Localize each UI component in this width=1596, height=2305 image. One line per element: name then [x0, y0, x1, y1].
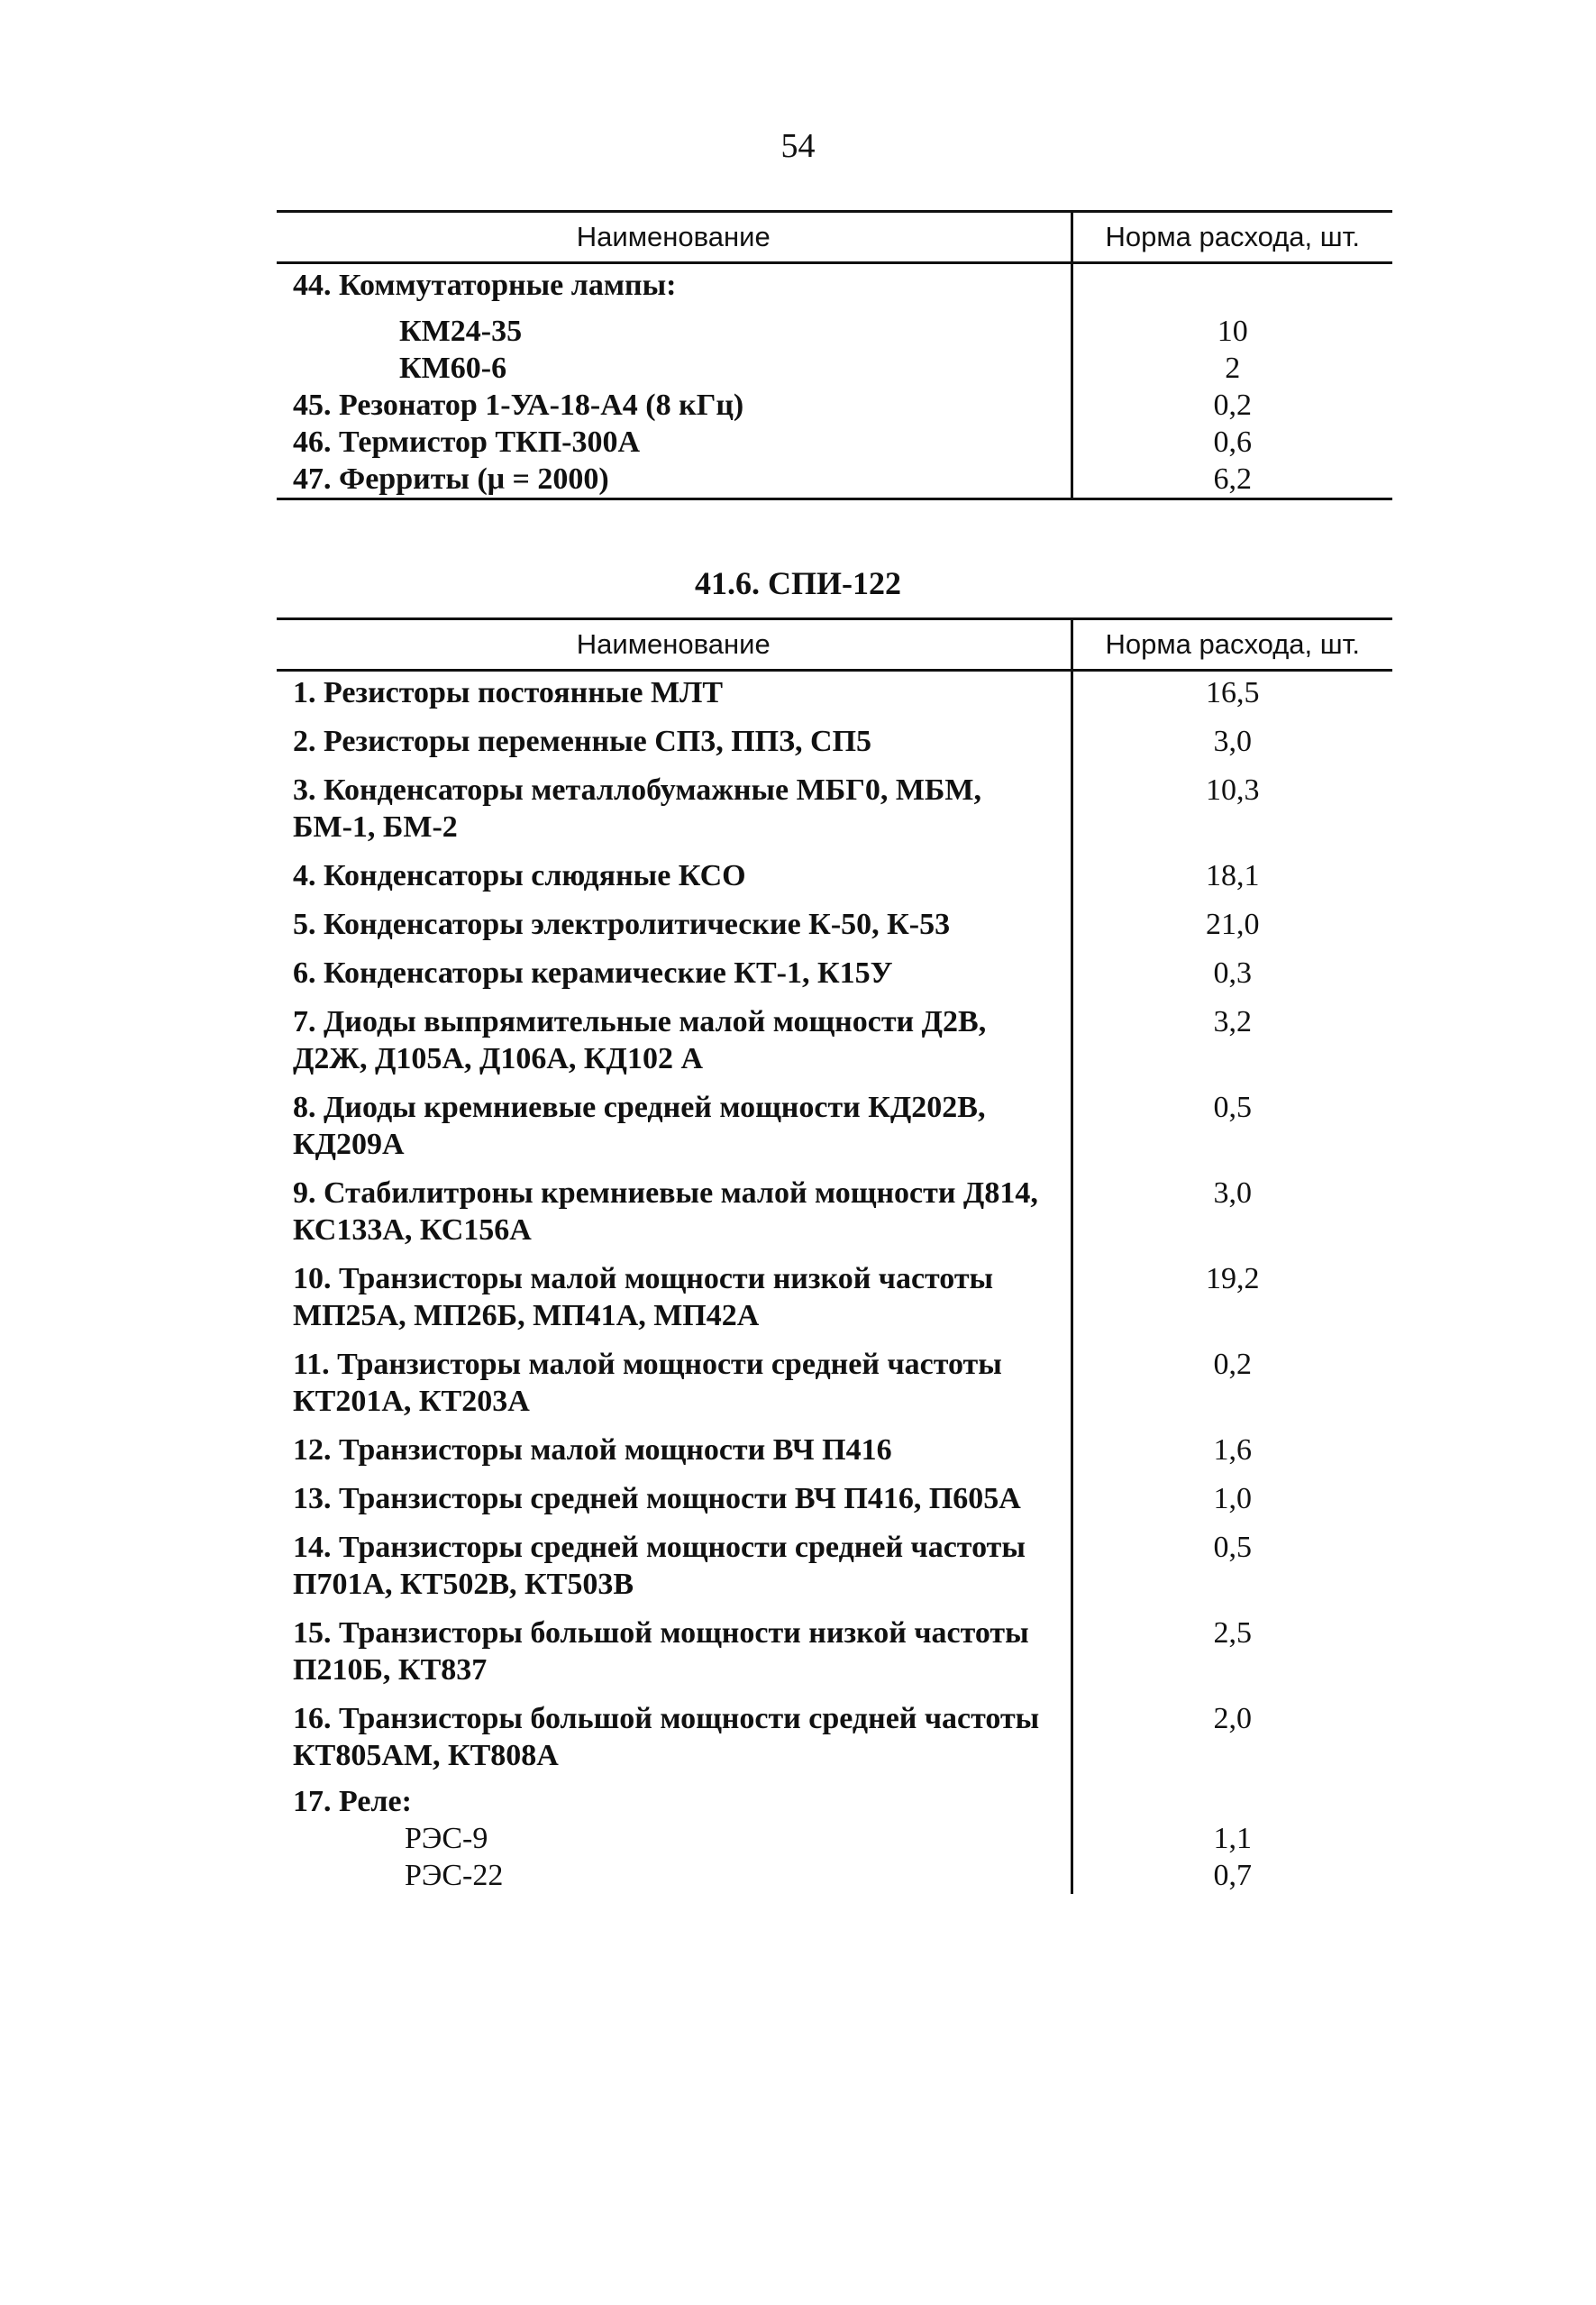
- header-name: Наименование: [277, 212, 1072, 263]
- item-name: 17. Реле:: [293, 1785, 412, 1818]
- item-name: 44. Коммутаторные лампы:: [293, 269, 677, 302]
- table-row: [277, 1258, 1392, 1343]
- item-value: 0,6: [1072, 424, 1392, 461]
- table-row: [277, 263, 1392, 314]
- table-row: [277, 1172, 1392, 1258]
- item-name: 6. Конденсаторы керамические КТ-1, К15У: [293, 956, 893, 990]
- table-header-row: [277, 212, 1392, 263]
- table-row: [277, 1783, 1392, 1820]
- item-name: 7. Диоды выпрямительные малой мощности Д2В, Д2Ж, Д105А, Д106А, КД102 А: [293, 1005, 987, 1075]
- table-row: [277, 424, 1392, 461]
- item-name: 4. Конденсаторы слюдяные КСО: [293, 859, 746, 892]
- table-row: [277, 1001, 1392, 1086]
- header-norm: Норма расхода, шт.: [1072, 619, 1392, 671]
- table-row: [277, 1429, 1392, 1477]
- table-row: [277, 461, 1392, 499]
- item-value: [1072, 263, 1392, 314]
- table-row: [277, 903, 1392, 952]
- item-value: 1,6: [1072, 1429, 1392, 1477]
- table-row: [277, 952, 1392, 1001]
- table-row: [277, 1857, 1392, 1894]
- page-number: 54: [780, 127, 816, 165]
- item-value: 3,0: [1072, 1172, 1392, 1258]
- section-title: 41.6. СПИ-122: [695, 565, 901, 601]
- item-value: 0,5: [1072, 1086, 1392, 1172]
- item-name: 5. Конденсаторы электролитические К-50, К-53: [293, 908, 951, 941]
- table-row: [277, 720, 1392, 769]
- table-row: [277, 387, 1392, 424]
- header-name: Наименование: [277, 619, 1072, 671]
- table-row: [277, 313, 1392, 350]
- item-name: КМ24-35: [399, 315, 523, 348]
- item-value: 1,0: [1072, 1477, 1392, 1526]
- table-row: [277, 1697, 1392, 1783]
- item-value: 19,2: [1072, 1258, 1392, 1343]
- item-value: [1072, 1783, 1392, 1820]
- table-row: [277, 1477, 1392, 1526]
- table-row: [277, 1526, 1392, 1612]
- item-name: 13. Транзисторы средней мощности ВЧ П416, П605А: [293, 1482, 1021, 1515]
- item-value: 16,5: [1072, 671, 1392, 721]
- item-name: 3. Конденсаторы металлобумажные МБГ0, МБМ, БМ-1, БМ-2: [293, 773, 982, 844]
- item-name: 2. Резисторы переменные СП3, ППЗ, СП5: [293, 725, 872, 758]
- materials-table-spi-122: [277, 617, 1392, 1894]
- item-name: 1. Резисторы постоянные МЛТ: [293, 676, 724, 709]
- header-norm: Норма расхода, шт.: [1072, 212, 1392, 263]
- item-value: 0,3: [1072, 952, 1392, 1001]
- materials-table-continued: [277, 210, 1392, 500]
- item-value: 6,2: [1072, 461, 1392, 499]
- table-row: [277, 1086, 1392, 1172]
- item-name: 16. Транзисторы большой мощности средней частоты КТ805АМ, КТ808А: [293, 1702, 1040, 1772]
- item-name: 11. Транзисторы малой мощности средней частоты КТ201А, КТ203А: [293, 1348, 1002, 1418]
- item-value: 0,5: [1072, 1526, 1392, 1612]
- table-row: [277, 855, 1392, 903]
- item-value: 21,0: [1072, 903, 1392, 952]
- table-header-row: [277, 619, 1392, 671]
- item-name: 9. Стабилитроны кремниевые малой мощности Д814, КС133А, КС156А: [293, 1176, 1038, 1247]
- item-value: 3,2: [1072, 1001, 1392, 1086]
- item-name: КМ60-6: [399, 352, 507, 385]
- item-name: РЭС-9: [405, 1822, 488, 1855]
- table-row: [277, 1612, 1392, 1697]
- item-value: 1,1: [1072, 1820, 1392, 1857]
- item-name: 12. Транзисторы малой мощности ВЧ П416: [293, 1433, 892, 1467]
- item-name: 14. Транзисторы средней мощности средней частоты П701А, КТ502В, КТ503В: [293, 1531, 1026, 1601]
- item-name: РЭС-22: [405, 1859, 504, 1892]
- item-value: 10: [1072, 313, 1392, 350]
- table-row: [277, 769, 1392, 855]
- item-value: 2: [1072, 350, 1392, 387]
- table-row: [277, 1820, 1392, 1857]
- item-value: 3,0: [1072, 720, 1392, 769]
- table-row: [277, 1343, 1392, 1429]
- item-name: 15. Транзисторы большой мощности низкой частоты П210Б, КТ837: [293, 1616, 1029, 1687]
- item-value: 2,0: [1072, 1697, 1392, 1783]
- item-name: 45. Резонатор 1-УА-18-А4 (8 кГц): [293, 389, 744, 422]
- item-name: 10. Транзисторы малой мощности низкой частоты МП25А, МП26Б, МП41А, МП42А: [293, 1262, 994, 1332]
- item-name: 46. Термистор ТКП-300А: [293, 425, 641, 459]
- item-value: 0,7: [1072, 1857, 1392, 1894]
- table-row: [277, 350, 1392, 387]
- item-value: 2,5: [1072, 1612, 1392, 1697]
- item-value: 0,2: [1072, 1343, 1392, 1429]
- table-row: [277, 671, 1392, 721]
- item-value: 0,2: [1072, 387, 1392, 424]
- item-value: 10,3: [1072, 769, 1392, 855]
- item-name: 47. Ферриты (μ = 2000): [277, 461, 1072, 499]
- item-value: 18,1: [1072, 855, 1392, 903]
- item-name: 8. Диоды кремниевые средней мощности КД202В, КД209А: [293, 1091, 986, 1161]
